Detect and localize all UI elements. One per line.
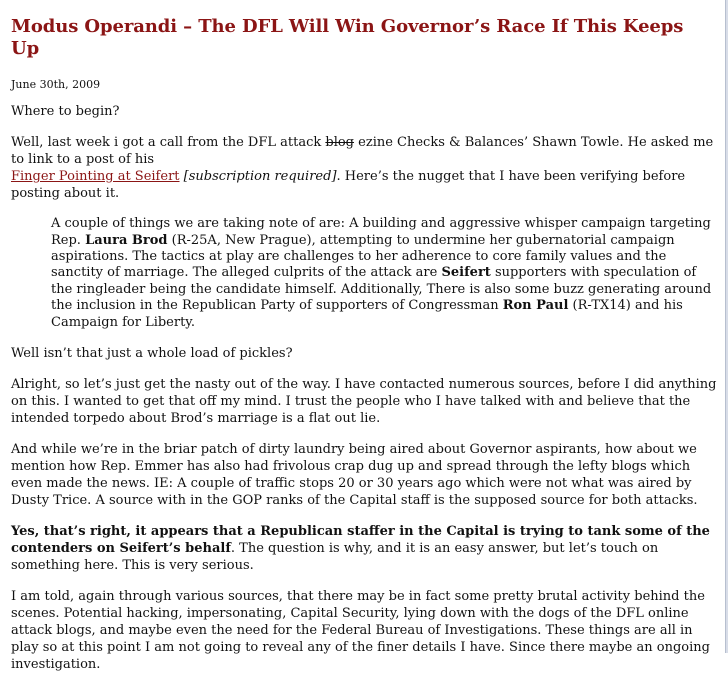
- paragraph-text: And while we’re in the briar patch of dirty laundry being aired about Governor aspirants, how about we mention how Rep. Emmer has also had frivolous crap dug up and spread through the lefty blogs which even made the news. IE: A couple of traffic stops 20 or 30 years ago which were not what was aired by Dusty Trice. A source with in the GOP ranks of the Capital staff is the supposed source for both attacks.: [11, 442, 698, 509]
- paragraph-text: I am told, again through various sources, that there may be in fact some pretty brutal activity behind the scenes. Potential hacking, impersonating, Capital Security, lying down with the dogs of the DFL online attack blogs, and maybe even the need for the Federal Bureau of Investigations. These things are all in play so at this point I am not going to reveal any of the finer details I have. Since there maybe an ongoing investigation.: [11, 589, 710, 673]
- name-laura-brod: Laura Brod: [85, 232, 168, 248]
- paragraph-investigation: [11, 588, 717, 673]
- paragraph-staffer: [11, 523, 717, 574]
- paragraph-emmer: [11, 441, 717, 509]
- paragraph-text: . The question is why, and it is an easy answer, but let’s touch on something here. This is very serious.: [11, 541, 659, 574]
- bold-statement: Yes, that’s right, it appears that a Republican staffer in the Capital is trying to tank some of the contenders on Seifert’s behalf: [11, 524, 710, 557]
- quote-text: (R-TX14) and his Campaign for Liberty.: [51, 298, 683, 330]
- paragraph-pickles: [11, 345, 717, 362]
- paragraph-call: [11, 134, 717, 202]
- name-seifert: Seifert: [441, 265, 491, 281]
- paragraph-intro: [11, 103, 717, 120]
- name-ron-paul: Ron Paul: [502, 298, 569, 314]
- quote-text: supporters with speculation of the ringleader being the candidate himself. Additionally, There is also some buzz generating around the inclusion in the Republican Party of supporters of Congressman: [51, 265, 712, 314]
- quote-text: (R-25A, New Prague), attempting to undermine her gubernatorial campaign aspirations. The tactics at play are challenges to her adherence to core family values and the sanctity of marriage. The alleged culprits of the attack are: [51, 232, 675, 281]
- paragraph-text: Alright, so let’s just get the nasty out of the way. I have contacted numerous sources, before I did anything on this. I wanted to get that off my mind. I trust the people who I have talked with and believe that the intended torpedo about Brod’s marriage is a flat out lie.: [11, 377, 717, 427]
- strikethrough-word: blog: [325, 135, 355, 151]
- post-title[interactable]: Modus Operandi – The DFL Will Win Governor’s Race If This Keeps Up: [11, 16, 684, 59]
- post-date: June 30th, 2009: [11, 78, 101, 92]
- finger-pointing-link[interactable]: Finger Pointing at Seifert: [11, 169, 180, 185]
- quote-text: A couple of things we are taking note of are: A building and aggressive whisper campaign targeting Rep.: [51, 216, 711, 248]
- paragraph-sources: [11, 376, 717, 427]
- paragraph-text: Well isn’t that just a whole load of pickles?: [11, 346, 293, 362]
- quoted-excerpt: [51, 216, 717, 331]
- paragraph-text: Well, last week i got a call from the DFL attack: [11, 135, 326, 151]
- subscription-note: [subscription required]: [183, 169, 337, 185]
- paragraph-text: Where to begin?: [11, 104, 120, 120]
- paragraph-text: ezine Checks & Balances’ Shawn Towle. He asked me to link to a post of his: [11, 135, 714, 168]
- paragraph-text: . Here’s the nugget that I have been verifying before posting about it.: [11, 169, 686, 202]
